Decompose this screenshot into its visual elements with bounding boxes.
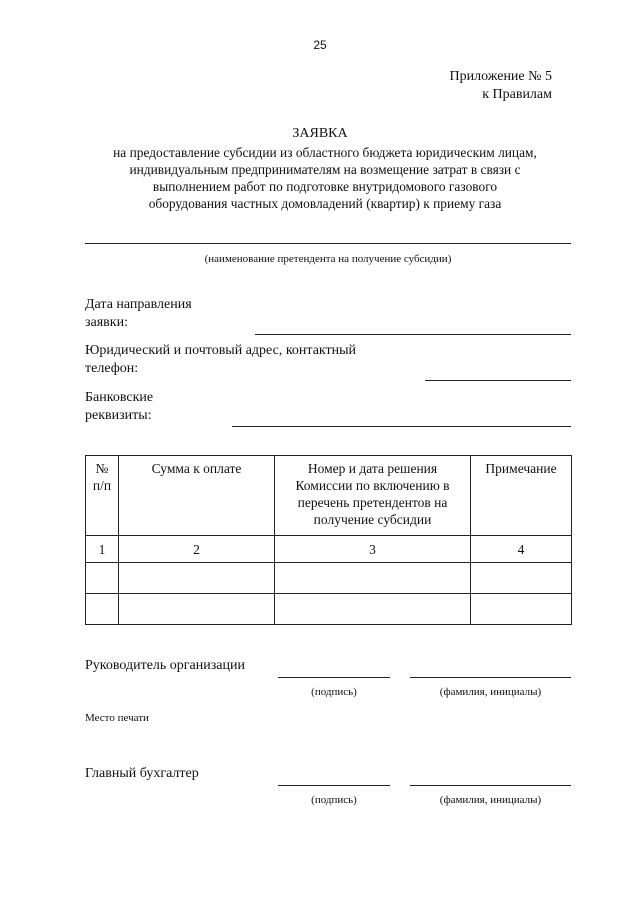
table-header-row [86, 456, 572, 536]
bank-field-label [85, 389, 153, 425]
bank-field-line[interactable] [232, 426, 571, 427]
address-label-line-2: телефон: [85, 361, 139, 376]
stamp-place-label: Место печати [85, 712, 149, 724]
table-cell[interactable] [471, 594, 572, 625]
description-line: индивидуальным предпринимателям на возмещение затрат в связи с [129, 162, 521, 177]
appendix-line-1: Приложение № 5 [449, 69, 552, 84]
address-label-line-1: Юридический и почтовый адрес, контактный [85, 343, 357, 358]
bank-label-line-1: Банковские [85, 390, 154, 405]
table-cell[interactable] [119, 594, 275, 625]
page-number: 25 [313, 38, 327, 52]
request-table [85, 455, 572, 625]
address-field-line[interactable] [425, 380, 571, 381]
head-signature-caption: (подпись) [311, 686, 357, 698]
date-label-line-1: Дата направления [85, 297, 192, 312]
header-note: Примечание [471, 456, 572, 536]
column-number-2: 2 [119, 536, 275, 563]
table-cell[interactable] [275, 563, 471, 594]
head-name-caption: (фамилия, инициалы) [439, 686, 542, 698]
column-number-4: 4 [471, 536, 572, 563]
document-description [60, 144, 590, 212]
document-title: ЗАЯВКА [292, 126, 348, 141]
appendix-line-2: к Правилам [482, 87, 552, 102]
accountant-signature-caption: (подпись) [311, 794, 357, 806]
column-number-3: 3 [275, 536, 471, 563]
accountant-name-line[interactable] [410, 785, 571, 786]
description-line: выполнением работ по подготовке внутридомового газового [152, 179, 498, 194]
table-cell[interactable] [119, 563, 275, 594]
address-field-label [85, 342, 356, 378]
date-label-line-2: заявки: [85, 315, 128, 330]
description-line: на предоставление субсидии из областного бюджета юридическим лицам, [113, 145, 537, 160]
header-decision: Номер и дата решения Комиссии по включению в перечень претендентов на получение субсидии [275, 456, 471, 536]
date-field-label [85, 296, 192, 332]
header-number: № п/п [86, 456, 119, 536]
table-cell[interactable] [86, 563, 119, 594]
date-field-line[interactable] [255, 334, 571, 335]
applicant-name-line[interactable] [85, 243, 571, 244]
table-row [86, 563, 572, 594]
bank-label-line-2: реквизиты: [85, 408, 152, 423]
appendix-reference [400, 68, 552, 104]
head-signature-line[interactable] [278, 677, 390, 678]
chief-accountant-label: Главный бухгалтер [85, 766, 199, 781]
description-line: оборудования частных домовладений (квартир) к приему газа [148, 196, 502, 211]
column-number-1: 1 [86, 536, 119, 563]
table-number-row [86, 536, 572, 563]
table-cell[interactable] [86, 594, 119, 625]
accountant-signature-line[interactable] [278, 785, 390, 786]
head-of-organization-label: Руководитель организации [85, 658, 245, 673]
table-row [86, 594, 572, 625]
accountant-name-caption: (фамилия, инициалы) [439, 794, 542, 806]
head-name-line[interactable] [410, 677, 571, 678]
table-cell[interactable] [471, 563, 572, 594]
header-amount: Сумма к оплате [119, 456, 275, 536]
applicant-caption: (наименование претендента на получение субсидии) [204, 253, 452, 265]
table-cell[interactable] [275, 594, 471, 625]
